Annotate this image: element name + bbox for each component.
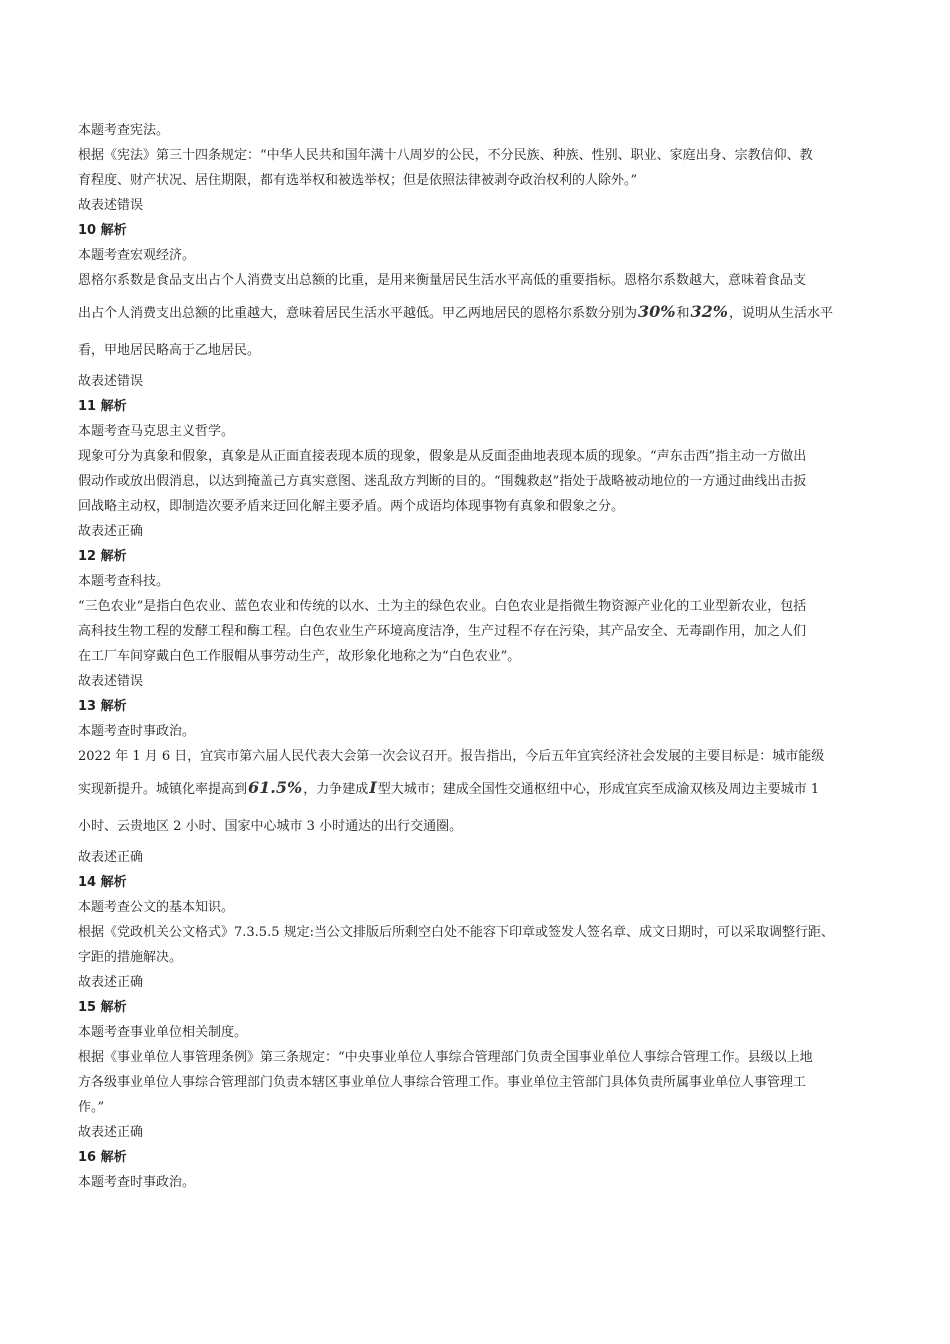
text-line: 看，甲地居民略高于乙地居民。 — [78, 343, 261, 358]
text-segment: 出占个人消费支出总额的比重越大，意味着居民生活水平越低。甲乙两地居民的恩格尔系数分别为 — [78, 306, 638, 321]
paragraph-line: 作。” — [78, 1100, 105, 1115]
paragraph-line: 育程度、财产状况、居住期限，都有选举权和被选举权；但是依照法律被剥夺政治权利的人除外。” — [78, 173, 638, 188]
paragraph-line: 假动作或放出假消息，以达到掩盖己方真实意图、迷乱敌方判断的目的。“围魏救赵”指处于战略被动地位的一方通过曲线出击扳 — [78, 474, 807, 489]
paragraph-line: 根据《党政机关公文格式》7.3.5.5 规定:当公文排版后所剩空白处不能容下印章或签发人签名章、成文日期时，可以采取调整行距、 — [78, 925, 834, 940]
text-line: 故表述错误 — [78, 198, 144, 213]
formula: 61.5% — [248, 778, 303, 797]
paragraph-line: 回战略主动权，即制造次要矛盾来迂回化解主要矛盾。两个成语均体现事物有真象和假象之分。 — [78, 499, 625, 514]
text-line: 故表述正确 — [78, 524, 144, 539]
paragraph-line: 在工厂车间穿戴白色工作服帽从事劳动生产，故形象化地称之为“白色农业”。 — [78, 649, 521, 664]
text-segment: ，说明从生活水平 — [728, 306, 833, 321]
paragraph-line: 方各级事业单位人事综合管理部门负责本辖区事业单位人事综合管理工作。事业单位主管部门具体负责所属事业单位人事管理工 — [78, 1075, 807, 1090]
text-line: 本题考查宏观经济。 — [78, 248, 196, 263]
text-line: 故表述正确 — [78, 1125, 144, 1140]
text-line: 故表述错误 — [78, 674, 144, 689]
text-segment: ，力争建成 — [303, 782, 369, 797]
section-heading: 12 解析 — [78, 549, 127, 564]
document-body — [78, 118, 884, 1195]
text-line-with-formula — [78, 769, 884, 808]
formula: 30% — [638, 302, 676, 321]
section-heading: 15 解析 — [78, 1000, 127, 1015]
section-heading: 11 解析 — [78, 399, 127, 414]
text-line: 本题考查公文的基本知识。 — [78, 900, 235, 915]
paragraph-line: 根据《事业单位人事管理条例》第三条规定：“中央事业单位人事综合管理部门负责全国事业单位人事综合管理工作。县级以上地 — [78, 1050, 813, 1065]
text-line: 本题考查马克思主义哲学。 — [78, 424, 235, 439]
section-heading: 13 解析 — [78, 699, 127, 714]
paragraph — [78, 444, 884, 519]
paragraph — [78, 920, 884, 970]
paragraph-line: “三色农业”是指白色农业、蓝色农业和传统的以水、土为主的绿色农业。白色农业是指微生物资源产业化的工业型新农业，包括 — [78, 599, 807, 614]
text-line: 本题考查宪法。 — [78, 123, 170, 138]
paragraph — [78, 143, 884, 193]
formula: 32% — [690, 302, 728, 321]
paragraph — [78, 594, 884, 669]
text-line: 恩格尔系数是食品支出占个人消费支出总额的比重，是用来衡量居民生活水平高低的重要指标。恩格尔系数越大，意味着食品支 — [78, 273, 807, 288]
paragraph-line: 现象可分为真象和假象，真象是从正面直接表现本质的现象，假象是从反面歪曲地表现本质的现象。“声东击西”指主动一方做出 — [78, 449, 807, 464]
text-line-with-formula — [78, 293, 884, 332]
section-heading: 10 解析 — [78, 223, 127, 238]
paragraph — [78, 1045, 884, 1120]
paragraph-line: 根据《宪法》第三十四条规定：“中华人民共和国年满十八周岁的公民，不分民族、种族、性别、职业、家庭出身、宗教信仰、教 — [78, 148, 813, 163]
text-line: 小时、云贵地区 2 小时、国家中心城市 3 小时通达的出行交通圈。 — [78, 819, 463, 834]
section-heading: 16 解析 — [78, 1150, 127, 1165]
section-heading: 14 解析 — [78, 875, 127, 890]
text-line: 本题考查科技。 — [78, 574, 170, 589]
text-segment: 和 — [676, 306, 690, 321]
paragraph-line: 高科技生物工程的发酵工程和酶工程。白色农业生产环境高度洁净，生产过程不存在污染，其产品安全、无毒副作用，加之人们 — [78, 624, 807, 639]
formula: I — [369, 778, 377, 797]
text-line: 本题考查时事政治。 — [78, 724, 196, 739]
text-segment: 型大城市；建成全国性交通枢纽中心，形成宜宾至成渝双核及周边主要城市 1 — [377, 782, 820, 797]
text-segment: 实现新提升。城镇化率提高到 — [78, 782, 248, 797]
text-line: 故表述错误 — [78, 374, 144, 389]
paragraph-line: 字距的措施解决。 — [78, 950, 183, 965]
text-line: 故表述正确 — [78, 850, 144, 865]
text-line: 故表述正确 — [78, 975, 144, 990]
text-line: 本题考查事业单位相关制度。 — [78, 1025, 248, 1040]
text-line: 本题考查时事政治。 — [78, 1175, 196, 1190]
text-line: 2022 年 1 月 6 日，宜宾市第六届人民代表大会第一次会议召开。报告指出，今后五年宜宾经济社会发展的主要目标是：城市能级 — [78, 749, 825, 764]
